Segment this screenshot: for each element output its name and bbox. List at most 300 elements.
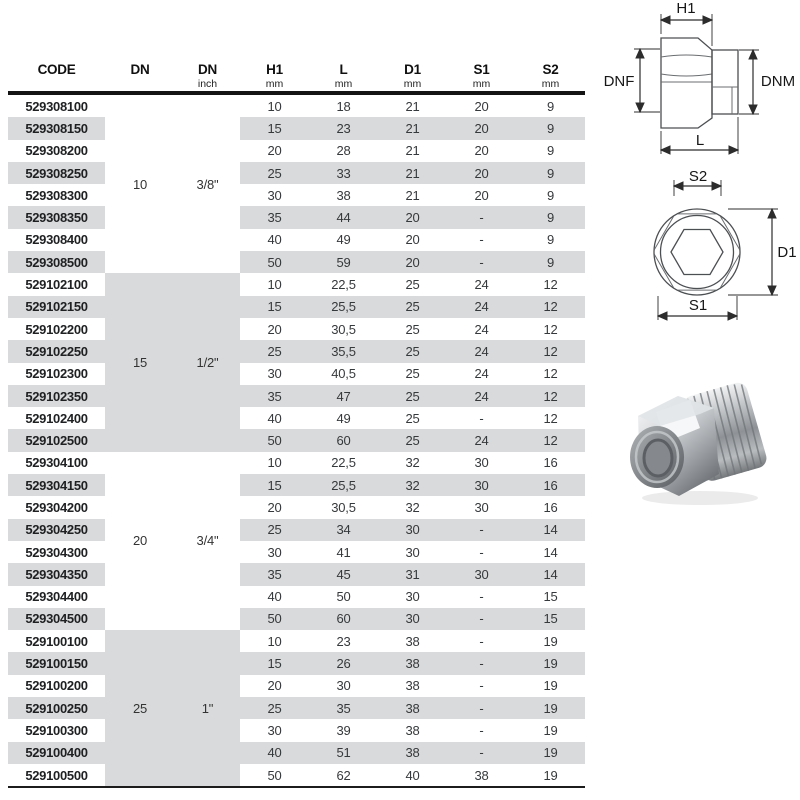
table-row [8, 184, 585, 206]
column-label: CODE [37, 62, 76, 77]
s2-cell: 12 [543, 343, 558, 359]
d1-cell: 21 [405, 187, 420, 203]
table-row [8, 608, 585, 630]
column-unit: mm [541, 78, 560, 90]
s1-cell: 20 [474, 120, 489, 136]
s2-cell: 19 [543, 745, 558, 761]
l-cell: 44 [336, 210, 351, 226]
hex-nut [630, 396, 719, 496]
s1-cell: - [479, 210, 484, 226]
code-cell: 529308150 [8, 117, 105, 139]
dimension-cells [240, 586, 585, 608]
s1-cell: 30 [474, 499, 489, 515]
dimension-cells [240, 742, 585, 764]
s1-cell: - [479, 522, 484, 538]
d1-cell: 25 [405, 343, 420, 359]
l-cell: 18 [336, 98, 351, 114]
table-row [8, 363, 585, 385]
s1-cell: 30 [474, 455, 489, 471]
s2-cell: 9 [546, 143, 555, 159]
dn-merged-cell-area [105, 251, 240, 273]
group-dn-value: 25 [132, 700, 148, 716]
s2-dimension-label: S2 [688, 170, 708, 185]
dnf-dimension-label: DNF [603, 73, 635, 90]
table-row [8, 452, 585, 474]
table-row [8, 340, 585, 362]
column-header-dn [105, 50, 175, 91]
code-cell: 529102500 [8, 429, 105, 451]
group-dn-value: 10 [132, 176, 148, 192]
s1-cell: - [479, 678, 484, 694]
s1-cell: - [479, 544, 484, 560]
group-dn-value: 15 [132, 355, 148, 371]
d1-cell: 30 [405, 611, 420, 627]
code-cell: 529308500 [8, 251, 105, 273]
column-unit [105, 78, 175, 91]
front-view-diagram [600, 170, 800, 330]
dn-merged-cell-area [105, 652, 240, 674]
column-label: D1 [404, 62, 421, 77]
table-row [8, 764, 585, 786]
l-cell: 34 [336, 522, 351, 538]
inner-hex-socket [671, 230, 723, 275]
s2-cell: 9 [546, 187, 555, 203]
table-row [8, 742, 585, 764]
s2-cell: 9 [546, 232, 555, 248]
table-bottom-rule [8, 786, 585, 788]
code-cell: 529100400 [8, 742, 105, 764]
dn-merged-cell-area [105, 719, 240, 741]
d1-cell: 40 [405, 767, 420, 783]
l-cell: 30,5 [331, 321, 356, 337]
d1-dimension-label: D1 [777, 244, 797, 261]
dimension-cells [240, 117, 585, 139]
l-cell: 23 [336, 633, 351, 649]
dimension-cells [240, 496, 585, 518]
dimension-cells [240, 764, 585, 786]
table-row [8, 296, 585, 318]
dimension-cells [240, 318, 585, 340]
table-row [8, 407, 585, 429]
l-cell: 35,5 [331, 343, 356, 359]
code-cell: 529308250 [8, 162, 105, 184]
dn-merged-cell-area [105, 630, 240, 652]
h1-cell: 50 [267, 767, 282, 783]
d1-cell: 25 [405, 277, 420, 293]
s1-cell: - [479, 700, 484, 716]
s1-cell: - [479, 410, 484, 426]
h1-cell: 40 [267, 232, 282, 248]
s1-cell: 20 [474, 165, 489, 181]
l-cell: 45 [336, 566, 351, 582]
dimension-cells [240, 296, 585, 318]
dimension-cells [240, 429, 585, 451]
column-unit: mm [334, 78, 353, 90]
dimension-cells [240, 206, 585, 228]
l-cell: 30,5 [331, 499, 356, 515]
h1-cell: 35 [267, 388, 282, 404]
table-row [8, 385, 585, 407]
h1-cell: 40 [267, 589, 282, 605]
code-cell: 529308350 [8, 206, 105, 228]
h1-cell: 35 [267, 210, 282, 226]
technical-drawings [600, 0, 800, 514]
code-cell: 529102150 [8, 296, 105, 318]
dimension-cells [240, 652, 585, 674]
table-row [8, 519, 585, 541]
s1-cell: - [479, 232, 484, 248]
h1-cell: 25 [267, 522, 282, 538]
s2-cell: 14 [543, 522, 558, 538]
code-cell: 529304300 [25, 544, 88, 560]
dn-merged-cell-area [105, 675, 240, 697]
table-row [8, 652, 585, 674]
code-cell: 529100200 [25, 678, 88, 694]
dn-merged-cell-area [105, 452, 240, 474]
dn-merged-cell-area [105, 385, 240, 407]
s1-cell: 24 [474, 433, 489, 449]
column-label: H1 [266, 62, 283, 77]
l-cell: 39 [336, 722, 351, 738]
s1-cell: 24 [474, 388, 489, 404]
dn-merged-cell-area [105, 496, 240, 518]
fitting-hex-body-outline [661, 38, 712, 128]
s1-dimension-label: S1 [688, 297, 708, 314]
column-unit: mm [265, 78, 284, 90]
column-header-dn-inch [175, 50, 240, 91]
dimension-cells [240, 95, 585, 117]
d1-cell: 32 [405, 455, 420, 471]
d1-cell: 38 [405, 700, 420, 716]
dnm-dimension-label: DNM [760, 73, 796, 90]
dimension-cells [240, 407, 585, 429]
d1-cell: 25 [405, 321, 420, 337]
column-unit: mm [472, 78, 491, 90]
table-row [8, 251, 585, 273]
s2-cell: 14 [543, 566, 558, 582]
group-dn-inch-value: 3/4" [196, 533, 219, 549]
table-row [8, 229, 585, 251]
table-header-row [8, 50, 585, 91]
dn-merged-cell-area [105, 206, 240, 228]
d1-cell: 38 [405, 633, 420, 649]
dn-merged-cell-area [105, 229, 240, 251]
s2-cell: 9 [546, 165, 555, 181]
l-cell: 22,5 [331, 277, 356, 293]
s2-cell: 19 [543, 767, 558, 783]
l-cell: 38 [336, 187, 351, 203]
h1-cell: 25 [267, 343, 282, 359]
group-dn-inch-value: 1/2" [196, 355, 219, 371]
l-cell: 40,5 [331, 366, 356, 382]
s1-cell: 24 [474, 277, 489, 293]
column-label: DN [198, 62, 217, 77]
d1-cell: 20 [405, 254, 420, 270]
s2-cell: 12 [543, 366, 558, 382]
s2-cell: 15 [543, 611, 558, 627]
dn-merged-cell-area [105, 273, 240, 295]
column-header-l-mm [309, 50, 378, 91]
table-row [8, 474, 585, 496]
s2-cell: 12 [543, 410, 558, 426]
s2-cell: 9 [546, 210, 555, 226]
h1-dimension-label: H1 [676, 0, 696, 17]
s2-cell: 19 [543, 700, 558, 716]
d1-cell: 30 [405, 589, 420, 605]
h1-cell: 15 [267, 120, 282, 136]
l-cell: 30 [336, 678, 351, 694]
code-cell: 529304500 [8, 608, 105, 630]
column-header-s2-mm [516, 50, 585, 91]
s2-cell: 19 [543, 656, 558, 672]
s1-cell: - [479, 589, 484, 605]
dn-merged-cell-area [105, 140, 240, 162]
dn-merged-cell-area [105, 117, 240, 139]
table-row [8, 719, 585, 741]
d1-cell: 20 [405, 210, 420, 226]
s1-cell: 30 [474, 566, 489, 582]
d1-cell: 32 [405, 499, 420, 515]
d1-cell: 25 [405, 388, 420, 404]
dn-merged-cell-area [105, 586, 240, 608]
dimension-cells [240, 719, 585, 741]
s2-cell: 16 [543, 499, 558, 515]
s1-cell: 24 [474, 366, 489, 382]
h1-cell: 30 [267, 187, 282, 203]
s1-cell: 20 [474, 187, 489, 203]
side-view-diagram [600, 0, 800, 166]
dn-merged-cell-area [105, 95, 240, 117]
code-cell: 529100250 [8, 697, 105, 719]
h1-cell: 20 [267, 143, 282, 159]
column-unit [8, 78, 105, 91]
h1-cell: 20 [267, 678, 282, 694]
d1-cell: 38 [405, 745, 420, 761]
code-cell: 529308400 [25, 232, 88, 248]
table-row [8, 206, 585, 228]
code-cell: 529308200 [25, 143, 88, 159]
l-cell: 26 [336, 656, 351, 672]
table-row [8, 140, 585, 162]
male-end-outline [712, 50, 738, 114]
s1-cell: - [479, 745, 484, 761]
code-cell: 529304250 [8, 519, 105, 541]
l-cell: 60 [336, 611, 351, 627]
code-cell: 529100500 [25, 767, 88, 783]
h1-cell: 10 [267, 98, 282, 114]
code-cell: 529100100 [25, 633, 88, 649]
dimension-cells [240, 474, 585, 496]
dn-merged-cell-area [105, 563, 240, 585]
code-cell: 529304350 [8, 563, 105, 585]
column-header-code [8, 50, 105, 91]
h1-cell: 30 [267, 366, 282, 382]
s2-cell: 12 [543, 388, 558, 404]
s1-cell: - [479, 656, 484, 672]
dimension-cells [240, 630, 585, 652]
h1-cell: 30 [267, 722, 282, 738]
l-cell: 62 [336, 767, 351, 783]
h1-cell: 40 [267, 745, 282, 761]
l-cell: 49 [336, 410, 351, 426]
l-cell: 60 [336, 433, 351, 449]
h1-cell: 25 [267, 700, 282, 716]
table-row [8, 630, 585, 652]
column-unit: mm [403, 78, 422, 90]
code-cell: 529102350 [8, 385, 105, 407]
s2-cell: 9 [546, 120, 555, 136]
s2-cell: 12 [543, 433, 558, 449]
dimension-cells [240, 697, 585, 719]
h1-cell: 20 [267, 321, 282, 337]
s2-cell: 12 [543, 321, 558, 337]
dimension-cells [240, 162, 585, 184]
code-cell: 529102300 [25, 366, 88, 382]
dimension-cells [240, 519, 585, 541]
h1-cell: 40 [267, 410, 282, 426]
dn-merged-cell-area [105, 608, 240, 630]
s1-cell: 24 [474, 343, 489, 359]
s1-cell: 24 [474, 299, 489, 315]
hex-facet-line-2 [661, 74, 712, 76]
s2-cell: 19 [543, 722, 558, 738]
code-cell: 529100150 [8, 652, 105, 674]
dn-merged-cell-area [105, 474, 240, 496]
dimension-cells [240, 385, 585, 407]
h1-cell: 50 [267, 433, 282, 449]
table-row [8, 675, 585, 697]
code-cell: 529304150 [8, 474, 105, 496]
h1-cell: 10 [267, 277, 282, 293]
column-header-s1-mm [447, 50, 516, 91]
table-row [8, 117, 585, 139]
column-header-d1-mm [378, 50, 447, 91]
d1-cell: 30 [405, 522, 420, 538]
l-cell: 47 [336, 388, 351, 404]
table-row [8, 563, 585, 585]
s1-cell: - [479, 611, 484, 627]
code-cell: 529102400 [25, 410, 88, 426]
l-cell: 49 [336, 232, 351, 248]
code-cell: 529304400 [25, 589, 88, 605]
dimension-cells [240, 363, 585, 385]
h1-cell: 15 [267, 299, 282, 315]
s1-cell: 24 [474, 321, 489, 337]
l-cell: 25,5 [331, 299, 356, 315]
l-cell: 35 [336, 700, 351, 716]
dimension-cells [240, 541, 585, 563]
s1-cell: 30 [474, 477, 489, 493]
dn-merged-cell-area [105, 764, 240, 786]
outer-circle [654, 209, 740, 295]
spec-table [8, 50, 585, 788]
table-row [8, 95, 585, 117]
code-cell: 529308100 [25, 98, 88, 114]
s1-cell: 20 [474, 143, 489, 159]
code-cell: 529100300 [25, 722, 88, 738]
s2-cell: 9 [546, 98, 555, 114]
s2-cell: 14 [543, 544, 558, 560]
table-row [8, 541, 585, 563]
l-cell: 33 [336, 165, 351, 181]
l-cell: 25,5 [331, 477, 356, 493]
table-row [8, 273, 585, 295]
column-label: S2 [542, 62, 559, 77]
h1-cell: 30 [267, 544, 282, 560]
s2-cell: 19 [543, 633, 558, 649]
dimension-cells [240, 608, 585, 630]
dimension-cells [240, 452, 585, 474]
dn-merged-cell-area [105, 318, 240, 340]
code-cell: 529102200 [25, 321, 88, 337]
code-cell: 529304100 [25, 455, 88, 471]
d1-cell: 21 [405, 143, 420, 159]
d1-cell: 32 [405, 477, 420, 493]
s2-cell: 16 [543, 477, 558, 493]
s1-cell: - [479, 254, 484, 270]
d1-cell: 38 [405, 722, 420, 738]
photo-shadow [642, 491, 758, 505]
h1-cell: 20 [267, 499, 282, 515]
h1-cell: 10 [267, 633, 282, 649]
group-dn-inch-value: 1" [201, 700, 214, 716]
d1-cell: 25 [405, 410, 420, 426]
column-label: L [339, 62, 348, 77]
product-photo [600, 364, 800, 514]
dimension-cells [240, 675, 585, 697]
l-cell: 59 [336, 254, 351, 270]
d1-cell: 25 [405, 299, 420, 315]
d1-cell: 20 [405, 232, 420, 248]
s1-cell: - [479, 633, 484, 649]
code-cell: 529102250 [8, 340, 105, 362]
d1-cell: 38 [405, 656, 420, 672]
s1-cell: 38 [474, 767, 489, 783]
l-cell: 51 [336, 745, 351, 761]
d1-cell: 31 [405, 566, 420, 582]
h1-cell: 15 [267, 477, 282, 493]
outer-hex-silhouette [653, 214, 741, 290]
s1-cell: - [479, 722, 484, 738]
l-dimension-label: L [695, 132, 705, 149]
s2-cell: 15 [543, 589, 558, 605]
h1-cell: 10 [267, 455, 282, 471]
s2-cell: 9 [546, 254, 555, 270]
h1-cell: 15 [267, 656, 282, 672]
group-dn-value: 20 [132, 533, 148, 549]
dn-merged-cell-area [105, 296, 240, 318]
l-cell: 50 [336, 589, 351, 605]
dimension-cells [240, 140, 585, 162]
l-cell: 28 [336, 143, 351, 159]
d1-cell: 30 [405, 544, 420, 560]
d1-cell: 21 [405, 120, 420, 136]
code-cell: 529308300 [25, 187, 88, 203]
hex-facet-line-1 [661, 55, 712, 57]
l-cell: 41 [336, 544, 351, 560]
dn-merged-cell-area [105, 407, 240, 429]
dimension-cells [240, 184, 585, 206]
s1-cell: 20 [474, 98, 489, 114]
column-header-h1-mm [240, 50, 309, 91]
d1-cell: 25 [405, 433, 420, 449]
d1-cell: 38 [405, 678, 420, 694]
table-row [8, 429, 585, 451]
s2-cell: 16 [543, 455, 558, 471]
s2-cell: 19 [543, 678, 558, 694]
table-row [8, 697, 585, 719]
d1-cell: 21 [405, 98, 420, 114]
